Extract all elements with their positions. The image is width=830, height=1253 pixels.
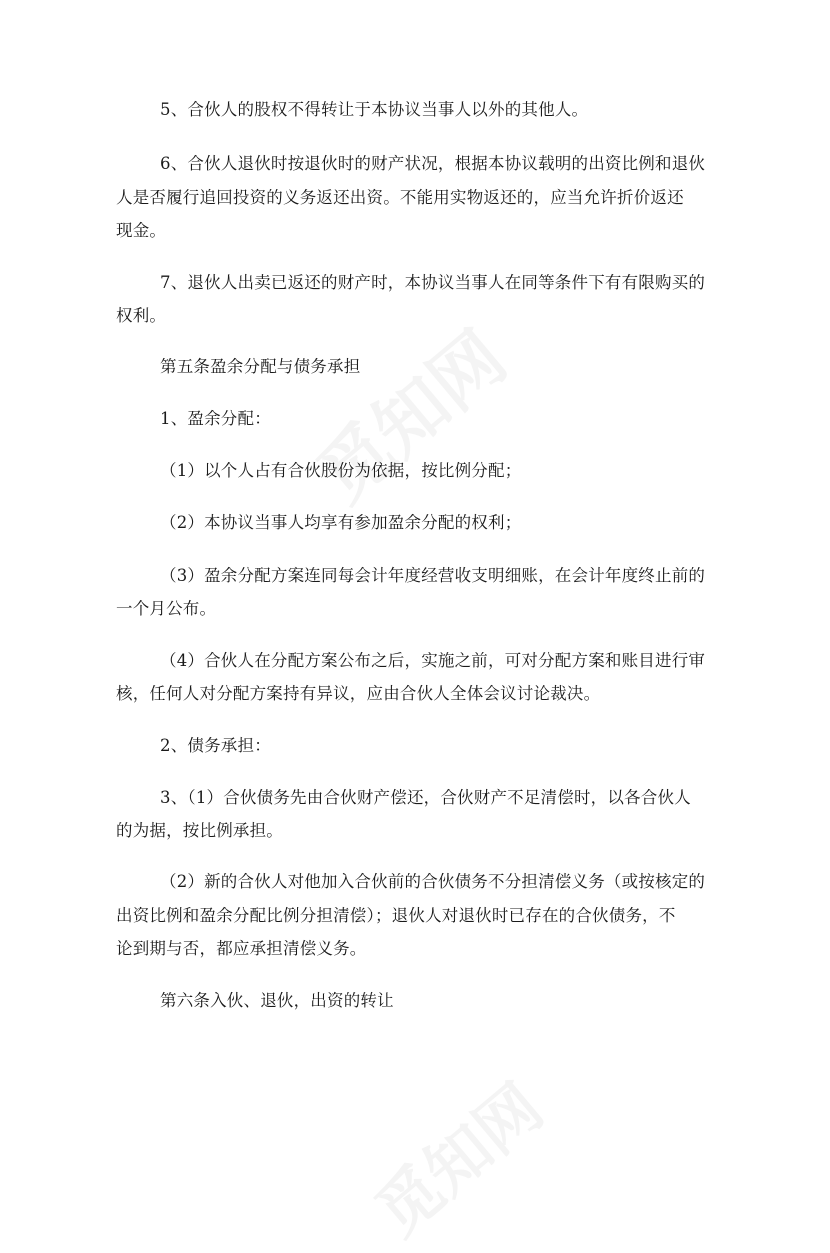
- text-line: 的为据，按比例承担。: [116, 821, 283, 840]
- text-line: 现金。: [116, 221, 167, 240]
- text-line: 7、退伙人出卖已返还的财产时，本协议当事人在同等条件下有有限购买的: [160, 273, 706, 292]
- text-line: 核，任何人对分配方案持有异议，应由合伙人全体会议讨论裁决。: [116, 684, 601, 703]
- text-line: 3、（1）合伙债务先由合伙财产偿还，合伙财产不足清偿时，以各合伙人: [160, 788, 691, 807]
- text-line: （4）合伙人在分配方案公布之后，实施之前，可对分配方案和账目进行审: [160, 651, 706, 670]
- text-line: 人是否履行追回投资的义务返还出资。不能用实物返还的，应当允许折价返还: [116, 188, 684, 207]
- watermark: [292, 303, 524, 522]
- text-line: 出资比例和盈余分配比例分担清偿）；退伙人对退伙时已存在的合伙债务，不: [116, 906, 676, 925]
- text-line: （2）新的合伙人对他加入合伙前的合伙债务不分担清偿义务（或按核定的: [160, 872, 706, 891]
- text-line: （2）本协议当事人均享有参加盈余分配的权利；: [160, 513, 522, 532]
- watermark: [353, 1059, 559, 1253]
- text-line: 1、盈余分配：: [160, 409, 271, 428]
- text-line: （1）以个人占有合伙股份为依据，按比例分配；: [160, 461, 522, 480]
- text-line: 一个月公布。: [116, 599, 217, 618]
- section-heading: 第五条盈余分配与债务承担: [160, 357, 361, 376]
- text-line: 5、合伙人的股权不得转让于本协议当事人以外的其他人。: [160, 100, 589, 119]
- text-line: 论到期与否，都应承担清偿义务。: [116, 939, 367, 958]
- section-heading: 第六条入伙、退伙，出资的转让: [160, 991, 394, 1010]
- text-line: 6、合伙人退伙时按退伙时的财产状况，根据本协议载明的出资比例和退伙: [160, 154, 706, 173]
- text-line: 权利。: [116, 306, 167, 325]
- text-line: （3）盈余分配方案连同每会计年度经营收支明细账，在会计年度终止前的: [160, 566, 706, 585]
- text-line: 2、债务承担：: [160, 736, 271, 755]
